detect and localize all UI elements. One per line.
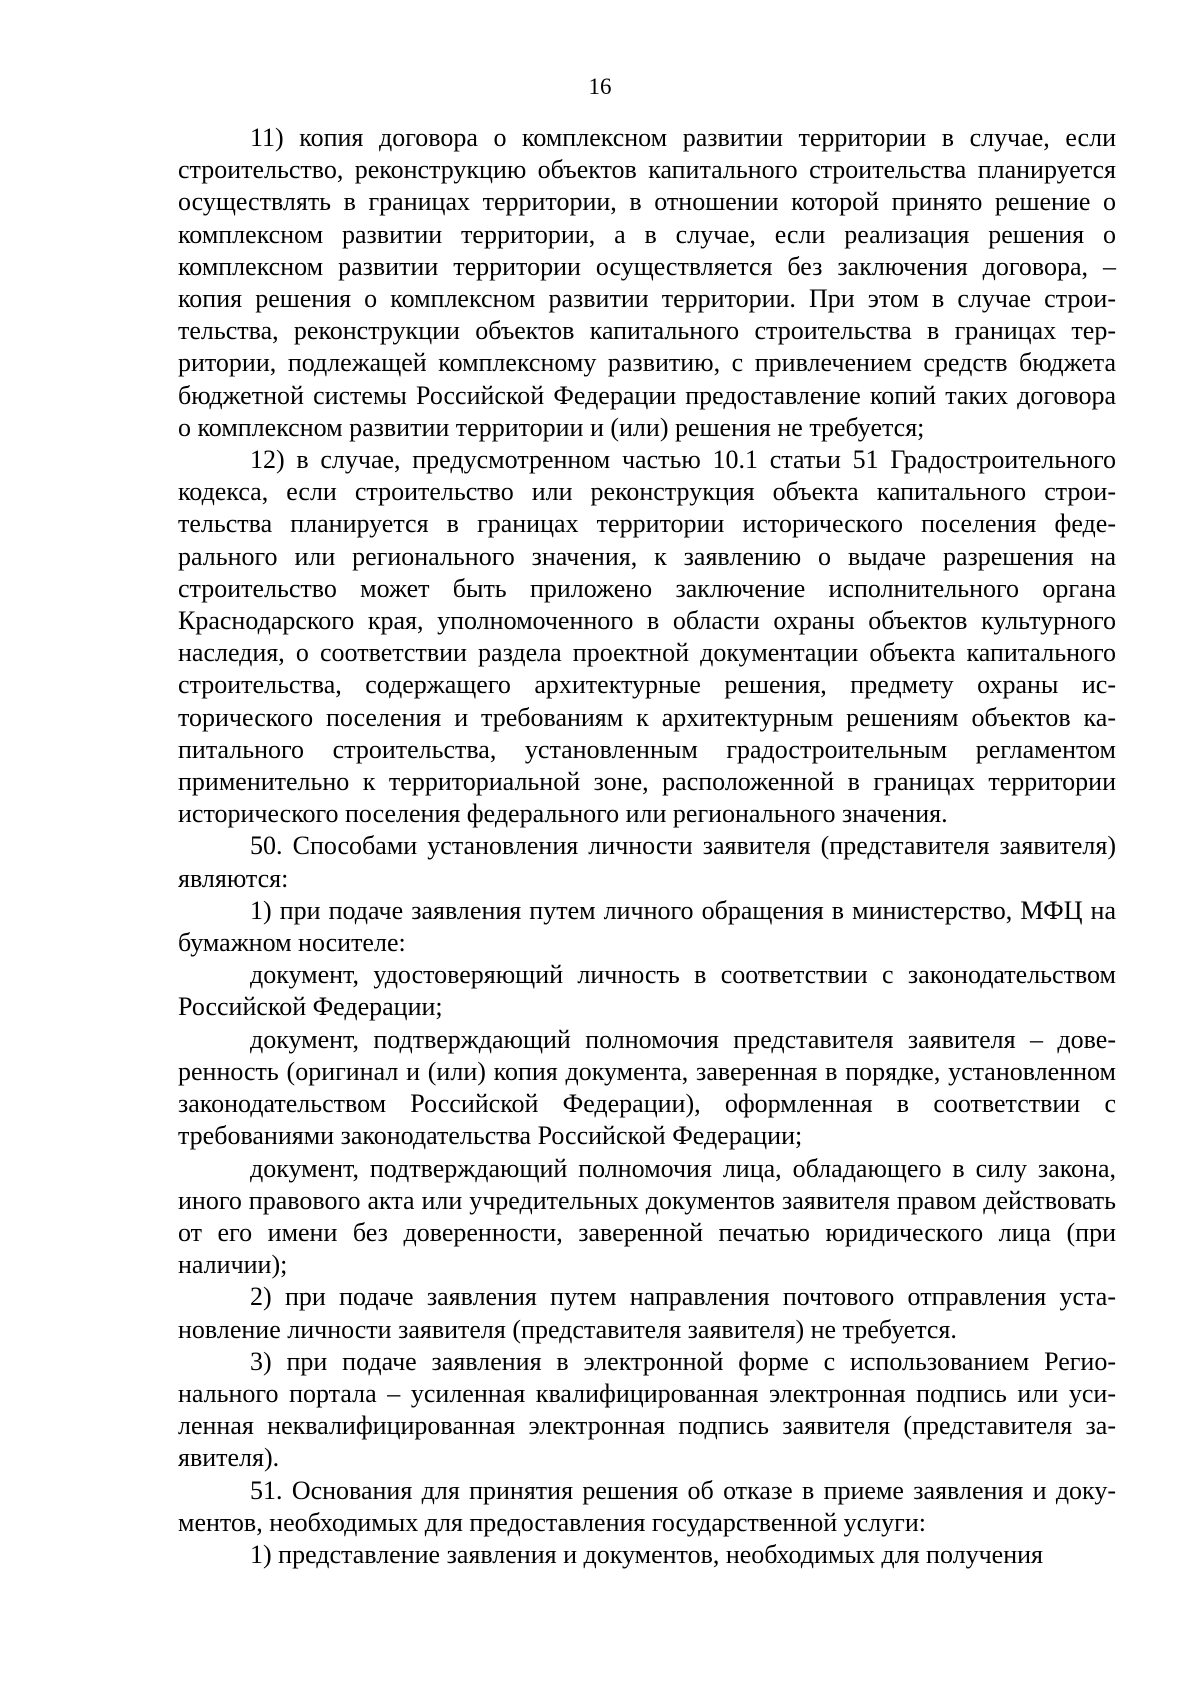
page-number: 16 [588,74,612,99]
paragraph-identity-document: документ, удостоверяющий личность в соответствии с законодательством Российской Федерации; [178,960,1116,1022]
paragraph-item-12: 12) в случае, предусмотренном частью 10.1 статьи 51 Градостроительного кодекса, если строительство или реконструкция объекта капитального строительства планируется в границах территории исторического поселения федерального или регионального значения, к заявлению о выдаче разрешения на строительство может быть приложено заключение исполнительного органа Краснодарского края, уполномоченного в области охраны объектов культурного наследия, о соответствии раздела проектной документации объекта капитального строительства, содержащего архитектурные решения, предмету охраны исторического поселения и требованиям к архитектурным решениям объектов капитального строительства, установленным градостроительным регламентом применительно к территориальной зоне, расположенной в границах территории исторического поселения федерального или регионального значения. [178,445,1116,829]
paragraph-clause-51-item-1: 1) представление заявления и документов, необходимых для получения [250,1539,1043,1569]
paragraph-clause-50-item-3: 3) при подаче заявления в электронной форме с использованием Регионального портала – усиленная квалифицированная электронная подпись или усиленная неквалифицированная электронная подпись заявителя (представителя заявителя). [178,1346,1116,1473]
paragraph-item-11: 11) копия договора о комплексном развитии территории в случае, если строительство, реконструкцию объектов капитального строительства планируется осуществлять в границах территории, в отношении которой принято решение о комплексном развитии территории, а в случае, если реализация решения о комплексном развитии территории осуществляется без заключения договора, – копия решения о комплексном развитии территории. При этом в случае строительства, реконструкции объектов капитального строительства в границах территории, подлежащей комплексному развитию, с привлечением средств бюджета бюджетной системы Российской Федерации предоставление копий таких договора о комплексном развитии территории и (или) решения не требуется; [178,123,1116,442]
paragraph-clause-51: 51. Основания для принятия решения об отказе в приеме заявления и документов, необходимых для предоставления государственной услуги: [178,1475,1116,1537]
paragraph-clause-50-item-1: 1) при подаче заявления путем личного обращения в министерство, МФЦ на бумажном носителе: [178,895,1116,958]
paragraph-power-of-attorney: документ, подтверждающий полномочия представителя заявителя – доверенность (оригинал и (или) копия документа, заверенная в порядке, установленном законодательством Российской Федерации), оформленная в соответствии с требованиями законодательства Российской Федерации; [178,1024,1116,1151]
paragraph-clause-50-item-2: 2) при подаче заявления путем направления почтового отправления установление личности заявителя (представителя заявителя) не требуется. [178,1282,1116,1344]
paragraph-clause-50: 50. Способами установления личности заявителя (представителя заявителя) являются: [178,831,1116,893]
paragraph-authority-document: документ, подтверждающий полномочия лица, обладающего в силу закона, иного правового акта или учредительных документов заявителя правом действовать от его имени без доверенности, заверенной печатью юридического лица (при наличии); [178,1153,1116,1280]
document-body [178,122,1116,1571]
